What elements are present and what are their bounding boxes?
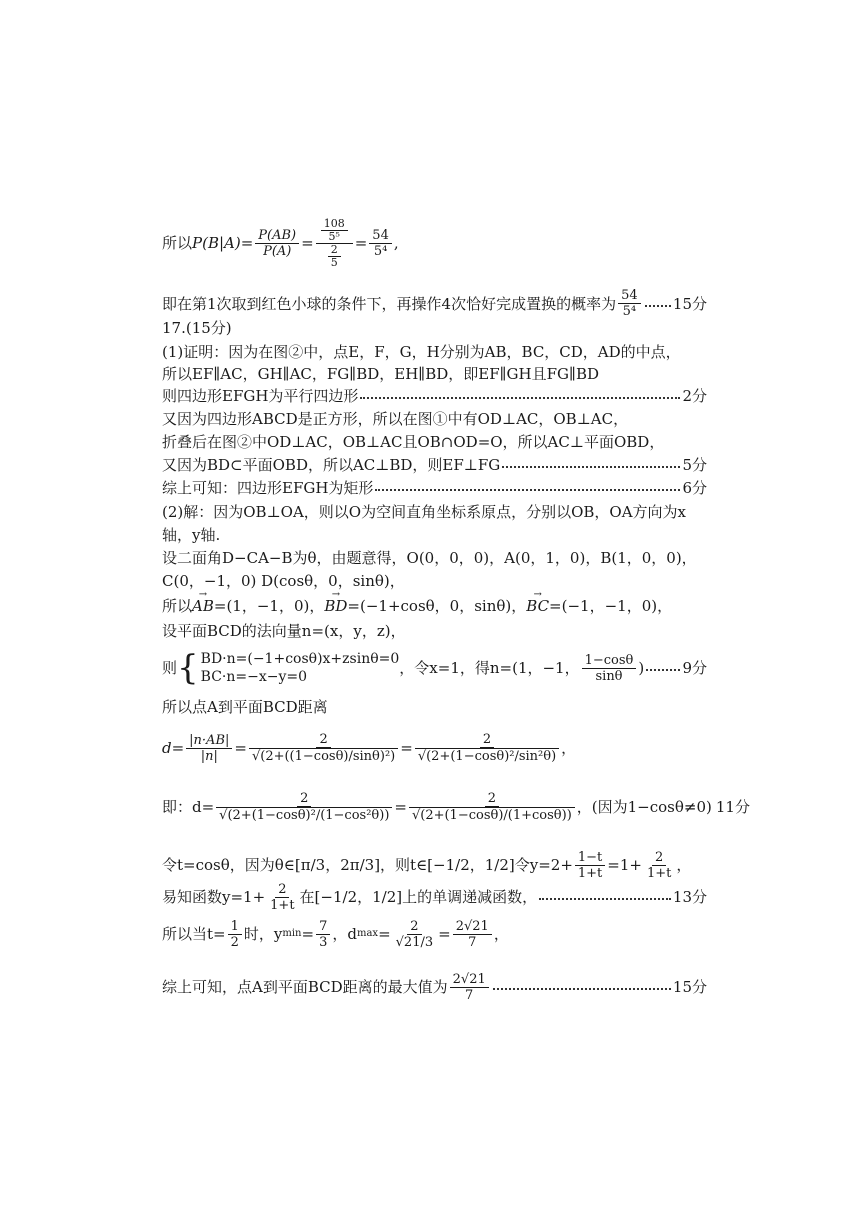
score-label: 13分 xyxy=(672,888,707,906)
score-label: 5分 xyxy=(682,456,707,474)
line-proof-5: 折叠后在图②中OD⊥AC，OB⊥AC且OB∩OD=O，所以AC⊥平面OBD， xyxy=(162,433,665,451)
line-solution-1: (2)解：因为OB⊥OA，则以O为空间直角坐标系原点，分别以OB，OA方向为x xyxy=(162,503,687,521)
line-conclusion: 综上可知，点A到平面BCD距离的最大值为 $\frac{2√21}{7}$ 15分 xyxy=(162,971,707,1003)
score-label: 9分 xyxy=(682,659,707,677)
equation-system: BD·n=(−1+cosθ)x+zsinθ=0 BC·n=−x−y=0 xyxy=(200,651,400,685)
compound-fraction: $\frac{\frac{108}{\text{5⁵}}}{\frac{2}{5}}$ xyxy=(316,218,353,269)
math: P(B|A)= xyxy=(192,234,254,252)
fraction: $\frac{2}{\text{√(2+(1−cosθ)²/sin²θ)}}$ xyxy=(415,732,559,764)
line-equation-system: 则 { BD·n=(−1+cosθ)x+zsinθ=0 BC·n=−x−y=0 ，令x=1，得n=(1，−1， $\frac{1-\cos\theta}{\sin\theta}$ ) 9分 xyxy=(162,648,707,688)
fraction: $\frac{54}{\text{5⁴}}$ xyxy=(369,228,392,259)
score-label: 6分 xyxy=(682,479,707,497)
text: 所以 xyxy=(162,234,193,252)
vector-ab: → AB xyxy=(192,596,214,616)
line-extremum: 所以当t= $\frac{1}{2}$ 时，y min = $\frac{7}{3}$ ，d max = $\frac{2}{√21/3}$ = $\frac{2√21}{7}$ ， xyxy=(162,918,509,950)
score-label: 15分 xyxy=(672,294,707,313)
fraction: $\frac{P(AB)}{P(A)}$ xyxy=(255,228,299,259)
vector-bc: → BC xyxy=(526,596,549,616)
fraction: $\frac{1-t}{1+t}$ xyxy=(575,850,605,881)
line-proof-4: 又因为四边形ABCD是正方形，所以在图①中有OD⊥AC，OB⊥AC， xyxy=(162,410,629,428)
question-number: 17.(15分) xyxy=(162,319,232,337)
fraction: $\frac{1-\cos\theta}{\sin\theta}$ xyxy=(582,653,637,684)
line-proof-3: 则四边形EFGH为平行四边形 2分 xyxy=(162,387,707,405)
fraction: $\frac{|n\cdot AB|}{|n|}$ xyxy=(186,733,232,764)
fraction: $\frac{2}{\text{√(2+(1−cosθ)²/(1−cos²θ))}}$ xyxy=(216,791,392,823)
fraction: $\frac{54}{\text{5⁴}}$ xyxy=(618,288,641,319)
fraction: $\frac{2√21}{7}$ xyxy=(450,972,489,1003)
line-proof-6: 又因为BD⊂平面OBD，所以AC⊥BD，则EF⊥FG 5分 xyxy=(162,456,707,474)
line-distance-simplified: 即：d= $\frac{2}{\text{√(2+(1−cosθ)²/(1−cos²θ))}}$ = $\frac{2}{√(2+(1-\cos\theta)/(1+\cos\theta))}$ ，(因为1−cosθ≠0) 11分 xyxy=(162,791,750,823)
line-proof-2: 所以EF∥AC，GH∥AC，FG∥BD，EH∥BD，即EF∥GH且FG∥BD xyxy=(162,365,599,383)
fraction: $\frac{2}{\text{√(2+((1−cosθ)/sinθ)²)}}$ xyxy=(249,732,398,764)
line-proof-1: (1)证明：因为在图②中，点E，F，G，H分别为AB，BC，CD，AD的中点， xyxy=(162,343,681,361)
fraction: $\frac{7}{3}$ xyxy=(316,919,330,950)
score-label: 2分 xyxy=(682,387,707,405)
line-solution-2: 轴，y轴. xyxy=(162,526,221,544)
fraction: $\frac{2}{1+t}$ xyxy=(270,881,295,913)
fraction: $\frac{2}{√(2+(1-\cos\theta)/(1+\cos\theta))}$ xyxy=(409,791,575,823)
line-probability-result xyxy=(162,288,707,319)
line-vectors: 所以 → AB =(1，−1，0)， → BD =(−1+cosθ，0，sinθ)， → BC =(−1，−1，0)， xyxy=(162,596,707,616)
line-distance-formula: d= $\frac{|n\cdot AB|}{|n|}$ = $\frac{2}{\text{√(2+((1−cosθ)/sinθ)²)}}$ = $\frac{2}{\text{√(2+(1−cosθ)²/sin²θ)}}$ ， xyxy=(162,732,577,764)
fraction: $\frac{2}{√21/3}$ xyxy=(395,918,434,950)
line-conditional-probability: 所以 P(B|A)= $\frac{P(AB)}{P(A)}$ = $\frac{\frac{108}{\text{5⁵}}}{\frac{2}{5}}$ = $\frac{54}{\text{5⁴}}$ , xyxy=(162,216,399,269)
line-distance-intro: 所以点A到平面BCD距离 xyxy=(162,698,328,716)
line-solution-4: C(0，−1，0) D(cosθ，0，sinθ)， xyxy=(162,572,405,590)
fraction: $\frac{1}{2}$ xyxy=(228,919,242,950)
line-solution-3: 设二面角D−CA−B为θ，由题意得，O(0，0，0)，A(0，1，0)，B(1，0，0)， xyxy=(162,549,697,567)
vector-bd: → BD xyxy=(324,596,347,616)
line-proof-7: 综上可知：四边形EFGH为矩形 6分 xyxy=(162,479,707,497)
score-label: 11分 xyxy=(715,798,750,816)
text: 即在第1次取到红色小球的条件下，再操作4次恰好完成置换的概率为 xyxy=(162,294,617,313)
line-substitution: 令t=cosθ，因为θ∈[π/3，2π/3]，则t∈[−1/2，1/2]令y=2+ $\frac{1-t}{1+t}$ =1+ $\frac{2}{1+t}$ ， xyxy=(162,849,692,881)
fraction: $\frac{2√21}{7}$ xyxy=(453,919,492,950)
line-monotonic: 易知函数y=1+ $\frac{2}{1+t}$ 在[−1/2，1/2]上的单调递减函数， 13分 xyxy=(162,881,707,913)
fraction: $\frac{2}{1+t}$ xyxy=(646,849,672,881)
line-normal-vector: 设平面BCD的法向量n=(x，y，z)， xyxy=(162,622,406,640)
score-label: 15分 xyxy=(672,978,707,996)
